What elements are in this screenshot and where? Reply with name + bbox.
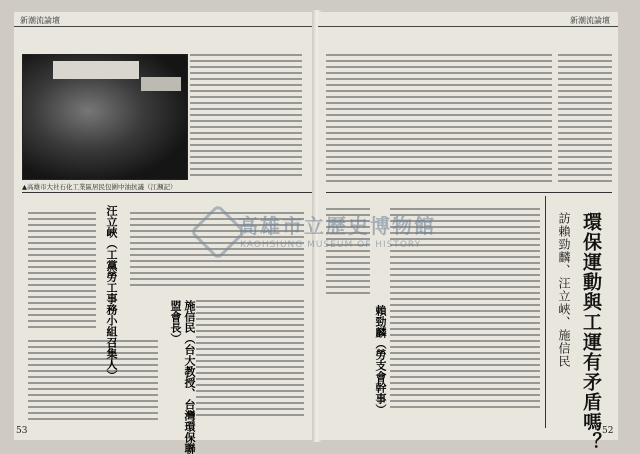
left-header: 新潮流論壇: [20, 16, 60, 25]
museum-watermark: [198, 206, 438, 264]
watermark-en: KAOHSIUNG MUSEUM OF HISTORY: [240, 240, 422, 250]
article-byline: 訪賴勁麟、汪立峽、施信民: [557, 212, 571, 368]
text-block-left-b: [28, 340, 158, 430]
watermark-cn: 高雄市立歷史博物館: [238, 214, 436, 238]
text-block-left-top: [190, 54, 302, 184]
left-page-number: 53: [16, 426, 28, 436]
photo-banner: [53, 61, 139, 79]
protest-photo: [22, 54, 188, 180]
photo-caption: ▲高雄市大社石化工業區居民包圍中油抗議（江瀕記）: [22, 183, 177, 191]
person-label-middle: 施信民（台大教授、台灣環保聯盟會長）: [169, 300, 196, 454]
right-header-rule: [318, 26, 618, 27]
section-divider-left: [22, 192, 312, 193]
text-block-left-d: [196, 300, 304, 428]
text-block-right-top: [326, 54, 552, 190]
text-block-left-a: [28, 212, 96, 332]
right-page-number: 52: [602, 426, 614, 436]
section-divider-right: [326, 192, 612, 193]
person-label-left: 汪立峽（工黨勞工事務小組召集人）: [105, 205, 118, 381]
person-label-right: 賴勁麟（勞支會幹事）: [374, 305, 387, 415]
photo-banner-small: [141, 77, 181, 91]
text-block-right-intro: [558, 54, 612, 190]
left-header-rule: [14, 26, 314, 27]
right-header: 新潮流論壇: [570, 16, 610, 25]
article-title: 環保運動與工運有矛盾嗎？: [580, 212, 602, 452]
